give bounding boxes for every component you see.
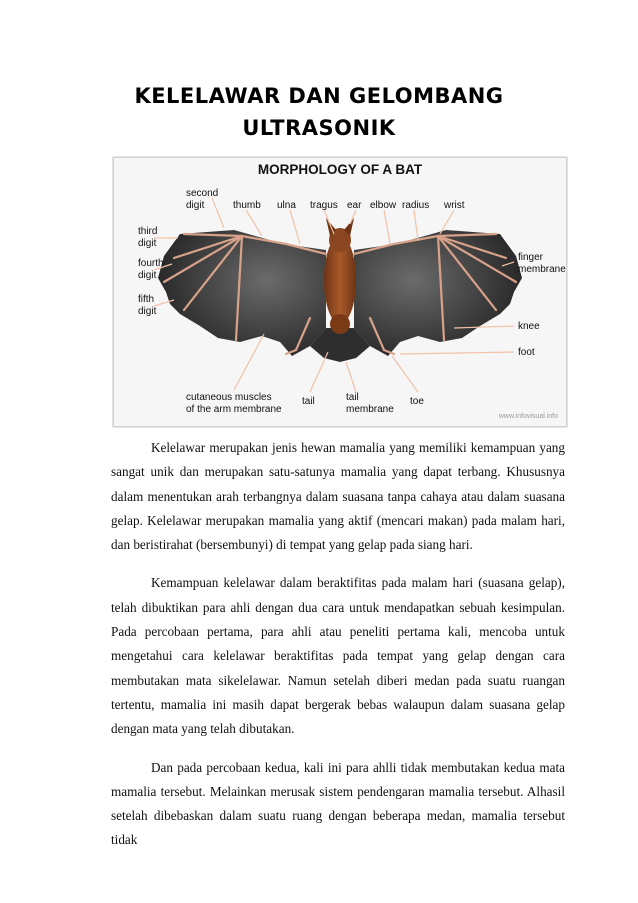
body-text [111,436,565,867]
label-third-digit-2: digit [138,238,157,249]
label-cutaneous-muscles-2: of the arm membrane [186,404,282,415]
figure-heading: MORPHOLOGY OF A BAT [257,162,423,177]
label-ear: ear [347,200,362,211]
bat-diagram [114,158,566,426]
label-wrist: wrist [444,200,465,211]
label-tail-membrane-2: membrane [346,404,394,415]
label-tragus: tragus [310,200,338,211]
label-foot: foot [518,347,535,358]
label-fifth-digit: fifth [138,294,155,305]
label-knee: knee [518,321,540,332]
figure-credit: www.infovisual.info [498,413,558,420]
label-fourth-digit: fourth [138,258,164,269]
bat-rump [330,314,350,334]
label-elbow: elbow [370,200,397,211]
label-finger-membrane-2: membrane [518,264,566,275]
label-thumb: thumb [233,200,261,211]
label-second-digit: second [186,188,219,199]
label-tail: tail [302,396,315,407]
title-line-2: ULTRASONIK [242,116,396,140]
label-fourth-digit-2: digit [138,270,157,281]
label-second-digit-2: digit [186,200,205,211]
label-radius: radius [402,200,430,211]
title-line-1: KELELAWAR DAN GELOMBANG [134,84,504,108]
bat-morphology-figure [113,157,567,427]
document-title [110,80,528,144]
paragraph-3: Dan pada percobaan kedua, kali ini para ahlli tidak membutakan kedua mata mamalia tersebut. Melainkan merusak sistem pendengaran mamalia tersebut. Alhasil setelah dibebaskan dalam suatu ruang dengan beberapa medan, mamalia tersebut tidak [111,759,565,848]
label-third-digit: third [138,226,158,237]
label-tail-membrane: tail [346,392,359,403]
label-finger-membrane: finger [518,252,544,263]
label-ulna: ulna [277,200,296,211]
label-toe: toe [410,396,424,407]
label-fifth-digit-2: digit [138,306,157,317]
paragraph-2: Kemampuan kelelawar dalam beraktifitas pada malam hari (suasana gelap), telah dibuktikan para ahli dengan dua cara untuk mendapatkan sebuah kesimpulan. Pada percobaan pertama, para ahli atau peneliti pertama kali, mencoba untuk mengetahui cara kelelawar beraktifitas pada tempat yang gelap dengan cara membutakan mata sikelelawar. Namun setelah diberi medan pada suatu ruangan tertentu, mamalia ini masih dapat bergerak bebas walaupun dalam suasana gelap dengan mata yang telah dibutakan. [111,575,565,737]
label-cutaneous-muscles: cutaneous muscles [186,392,272,403]
paragraph-1: Kelelawar merupakan jenis hewan mamalia yang memiliki kemampuan yang sangat unik dan merupakan satu-satunya mamalia yang dapat terbang. Khususnya dalam menentukan arah terbangnya dalam suasana tanpa cahaya atau dalam suasana gelap. Kelelawar merupakan mamalia yang aktif (mencari makan) pada malam hari, dan beristirahat (bersembunyi) di tempat yang gelap pada siang hari. [111,440,565,553]
